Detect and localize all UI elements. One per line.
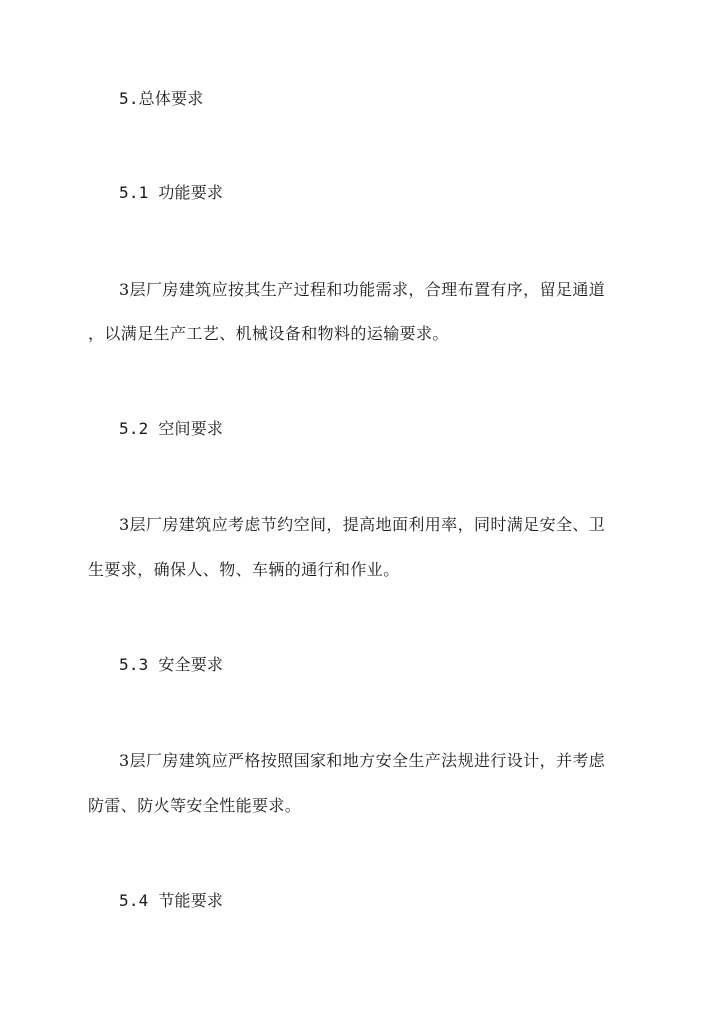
section-heading-space-requirements: 5.2 空间要求 [119,419,224,438]
section-heading-energy-saving-requirements: 5.4 节能要求 [119,891,224,910]
section-heading-functional-requirements: 5.1 功能要求 [119,183,224,202]
paragraph-line: ，以满足生产工艺、机械设备和物料的运输要求。 [88,324,449,343]
section-heading-safety-requirements: 5.3 安全要求 [119,655,224,674]
paragraph-line: 3层厂房建筑应严格按照国家和地方安全生产法规进行设计，并考虑 [119,751,606,770]
paragraph-line: 3层厂房建筑应按其生产过程和功能需求，合理布置有序，留足通道 [119,280,606,299]
paragraph-line: 防雷、防火等安全性能要求。 [88,796,302,815]
paragraph-line: 3层厂房建筑应考虑节约空间，提高地面利用率，同时满足安全、卫 [119,515,606,534]
section-heading-general-requirements: 5.总体要求 [119,89,204,108]
paragraph-line: 生要求，确保人、物、车辆的通行和作业。 [88,560,400,579]
